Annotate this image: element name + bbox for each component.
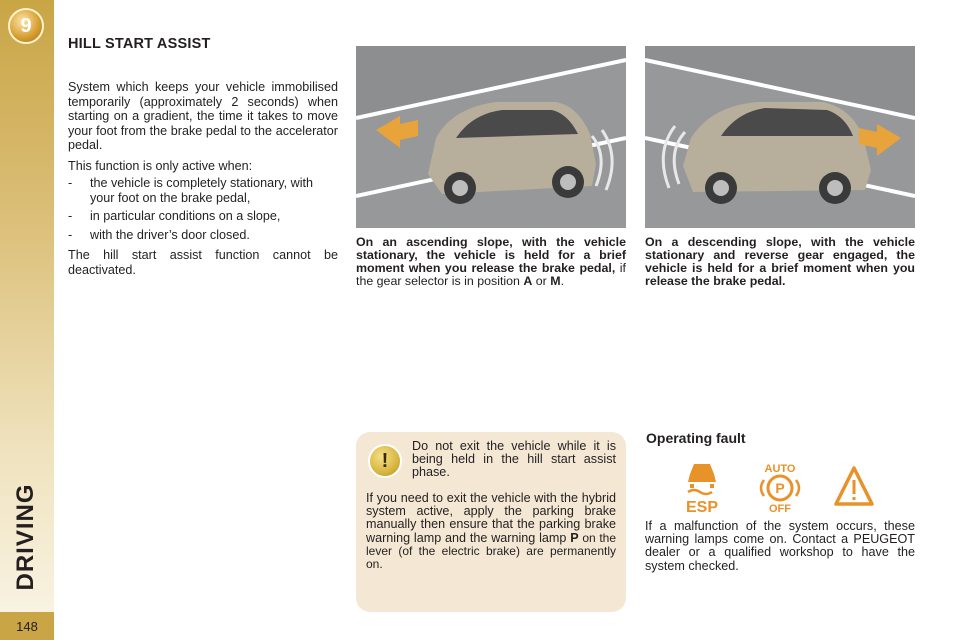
page-title: HILL START ASSIST [68,36,211,52]
warning-exclamation-icon: ! [368,444,402,478]
chapter-badge [8,8,44,44]
caption-bold: On an ascending slope, with the vehicle stationary, the vehicle is held for a brief moment when you release the brake pedal, [356,235,626,275]
conditions-list [68,176,338,242]
caption-bold: On a descending slope, with the vehicle stationary and reverse gear engaged, the vehicle is held for a brief moment when you release the brake pedal. [645,235,915,288]
car-shape [683,102,871,204]
condition-item: - in particular conditions on a slope, [68,209,338,224]
gear-a-label: A [523,274,533,288]
intro-paragraph: System which keeps your vehicle immobilised temporarily (approximately 2 seconds) when starting on a gradient, the time it takes to move your foot from the brake pedal to the accelerator pedal. [68,80,338,152]
descending-slope-illustration [645,46,915,228]
esp-lamp-icon [686,464,718,514]
fault-text: If a malfunction of the system occurs, these warning lamps come on. Contact a PEUGEOT dealer or a qualified workshop to have the system checked. [645,519,915,573]
p-label: P [775,480,785,496]
warning-body [366,492,616,571]
warning-text: on the lever (of the electric brake) are permanently on. [366,530,616,572]
off-label: OFF [769,503,791,514]
section-title: DRIVING [12,483,39,591]
warning-lamps [676,460,886,514]
caption-text: . [560,274,565,288]
caption-text: if the gear selector is in position [356,261,626,288]
descending-caption [645,236,915,288]
warning-lead: Do not exit the vehicle while it is being held in the hill start assist phase. [412,439,616,480]
ascending-caption [356,236,626,288]
chapter-number: 9 [20,14,32,37]
auto-label: AUTO [764,463,796,475]
warning-box [356,432,626,612]
gear-m-label: M [550,274,561,288]
intro-paragraph: This function is only active when: [68,158,253,173]
page-number: 148 [0,612,54,640]
lamp-p-label: P [570,530,579,545]
intro-paragraph: The hill start assist function cannot be deactivated. [68,248,338,277]
auto-p-off-lamp-icon [761,463,799,514]
warning-text: If you need to exit the vehicle with the hybrid system active, apply the parking brake manually then ensure that the parking brake warning lamp and the warning lamp [366,491,616,545]
ascending-slope-illustration [356,46,626,228]
chapter-sidebar [0,0,54,640]
caption-text: or [532,274,551,288]
warning-triangle-icon [836,468,872,504]
fault-heading: Operating fault [646,430,746,446]
condition-item: - the vehicle is completely stationary, with your foot on the brake pedal, [68,176,338,205]
esp-label: ESP [685,499,719,514]
condition-item: - with the driver’s door closed. [68,228,338,243]
intro-text [68,80,338,283]
